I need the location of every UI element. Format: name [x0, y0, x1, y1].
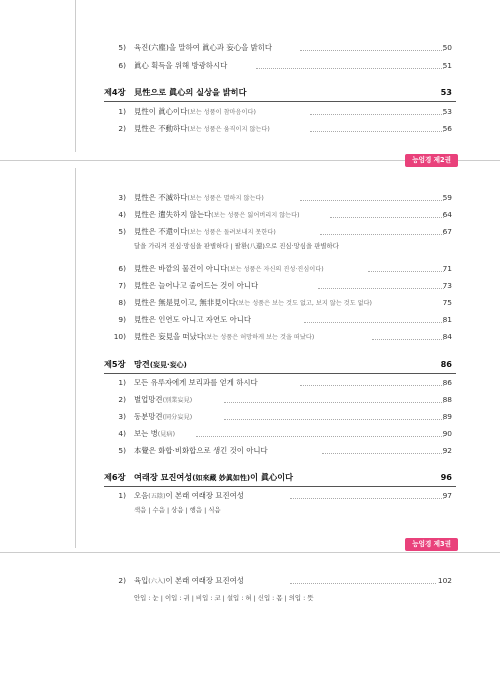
entry-title: 모든 유루자에게 보리과를 얻게 하시다 — [134, 378, 258, 387]
entry-page: 59 — [442, 193, 452, 202]
toc-entry[interactable] — [0, 261, 500, 277]
entry-page: 56 — [442, 124, 452, 133]
entry-number: 10) — [113, 332, 126, 341]
entry-page: 88 — [442, 395, 452, 404]
chapter-rule — [104, 101, 456, 102]
entry-title: 本覺은 화합·비화합으로 생긴 것이 아니다 — [134, 446, 268, 455]
leader-dots — [290, 583, 436, 584]
entry-page: 75 — [442, 298, 452, 307]
entry-number: 9) — [118, 315, 126, 324]
entry-title: 별업망견(別業妄見) — [134, 395, 193, 404]
toc-entry[interactable] — [0, 190, 500, 206]
chapter-heading[interactable] — [0, 356, 500, 372]
toc-entry[interactable] — [0, 392, 500, 408]
toc-entry[interactable] — [0, 426, 500, 442]
entry-title: 오음(五陰)이 본래 여래장 묘진여성 — [134, 491, 244, 500]
entry-title: 보는 병(見病) — [134, 429, 175, 438]
entry-title: 見性은 妄見을 떠났다(보는 성품은 허망하게 보는 것을 떠났다) — [134, 332, 315, 341]
chapter-rule — [104, 486, 456, 487]
entry-page: 50 — [442, 43, 452, 52]
volume-tag: 능엄경 제3권 — [405, 538, 458, 551]
entry-number: 5) — [118, 227, 126, 236]
chapter-page: 53 — [440, 87, 452, 97]
leader-dots — [196, 436, 444, 437]
chapter-rule — [104, 373, 456, 374]
entry-title: 見性은 인연도 아니고 자연도 아니다 — [134, 315, 251, 324]
entry-page: 73 — [442, 281, 452, 290]
chapter-number: 제4장 — [104, 87, 126, 97]
entry-number: 5) — [118, 43, 126, 52]
entry-page: 86 — [442, 378, 452, 387]
toc-entry[interactable] — [0, 121, 500, 137]
entry-number: 4) — [118, 210, 126, 219]
entry-page: 53 — [442, 107, 452, 116]
toc-entry[interactable] — [0, 224, 500, 240]
leader-dots — [304, 322, 444, 323]
entry-number: 8) — [118, 298, 126, 307]
toc-entry[interactable] — [0, 573, 500, 589]
toc-entry[interactable] — [0, 409, 500, 425]
entry-title: 見性은 不滅하다(보는 성품은 멸하지 않는다) — [134, 193, 264, 202]
toc-entry[interactable] — [0, 488, 500, 504]
entry-page: 89 — [442, 412, 452, 421]
chapter-page: 96 — [440, 472, 452, 482]
toc-entry[interactable] — [0, 278, 500, 294]
entry-title: 見性은 不動하다(보는 성품은 움직이지 않는다) — [134, 124, 270, 133]
entry-number: 6) — [118, 264, 126, 273]
entry-title: 육진(六塵)을 말하여 眞心과 妄心을 밝히다 — [134, 43, 273, 52]
leader-dots — [322, 453, 444, 454]
entry-title: 見性은 遺失하지 않는다(보는 성품은 잃어버리지 않는다) — [134, 210, 300, 219]
entry-title: 見性은 바깥의 물건이 아니다(보는 성품은 자신의 진성·진심이다) — [134, 264, 324, 273]
leader-dots — [318, 288, 444, 289]
entry-page: 92 — [442, 446, 452, 455]
leader-dots — [290, 498, 444, 499]
leader-dots — [224, 402, 444, 403]
volume-tag: 능엄경 제2권 — [405, 154, 458, 167]
entry-page: 51 — [442, 61, 452, 70]
toc-entry[interactable] — [0, 312, 500, 328]
chapter-number: 제6장 — [104, 472, 126, 482]
entry-title: 見性은 無是見이고, 無非見이다(보는 성품은 보는 것도 없고, 보지 않는 것도 없다) — [134, 298, 372, 307]
leader-dots — [300, 385, 444, 386]
leader-dots — [224, 419, 444, 420]
entry-number: 2) — [118, 395, 126, 404]
chapter-heading[interactable] — [0, 469, 500, 485]
toc-entry[interactable] — [0, 329, 500, 345]
entry-page: 81 — [442, 315, 452, 324]
leader-dots — [310, 114, 444, 115]
entry-title: 見性은 不還이다(보는 성품은 돌려보내지 못한다) — [134, 227, 276, 236]
entry-number: 4) — [118, 429, 126, 438]
chapter-number: 제5장 — [104, 359, 126, 369]
leader-dots — [330, 217, 444, 218]
entry-number: 3) — [118, 412, 126, 421]
leader-dots — [300, 200, 444, 201]
entry-number: 1) — [118, 107, 126, 116]
entry-page: 102 — [437, 576, 452, 585]
toc-entry[interactable] — [0, 207, 500, 223]
toc-entry[interactable] — [0, 375, 500, 391]
leader-dots — [300, 50, 444, 51]
toc-entry[interactable] — [0, 104, 500, 120]
entry-page: 64 — [442, 210, 452, 219]
entry-number: 5) — [118, 446, 126, 455]
toc-entry[interactable] — [0, 295, 500, 311]
entry-page: 67 — [442, 227, 452, 236]
leader-dots — [310, 131, 444, 132]
entry-title: 見性은 늘어나고 줄어드는 것이 아니다 — [134, 281, 259, 290]
entry-page: 97 — [442, 491, 452, 500]
entry-title: 眞心 획득을 위해 방광하시다 — [134, 61, 228, 70]
leader-dots — [368, 271, 444, 272]
entry-title: 동분망견(同分妄見) — [134, 412, 193, 421]
toc-entry[interactable] — [0, 443, 500, 459]
entry-number: 7) — [118, 281, 126, 290]
volume-separator — [0, 552, 500, 553]
entry-number: 2) — [118, 576, 126, 585]
chapter-title: 見性으로 眞心의 실상을 밝히다 — [134, 87, 247, 97]
toc-entry[interactable] — [0, 58, 500, 74]
leader-dots — [256, 68, 444, 69]
chapter-title: 여래장 묘진여성(如來藏 妙眞如性)이 眞心이다 — [134, 472, 294, 482]
leader-dots — [372, 339, 444, 340]
toc-entry[interactable] — [0, 40, 500, 56]
entry-title: 육입(六入)이 본래 여래장 묘진여성 — [134, 576, 244, 585]
entry-number: 1) — [118, 491, 126, 500]
chapter-title: 망견(妄見·妄心) — [134, 359, 187, 369]
entry-subtopics: 달을 가리켜 진심·망심을 판별하다 | 팔환(八還)으로 진심·망심을 판별하다 — [134, 242, 339, 250]
chapter-page: 86 — [440, 359, 452, 369]
entry-number: 2) — [118, 124, 126, 133]
entry-page: 84 — [442, 332, 452, 341]
entry-subtopics: 안입 : 눈 | 이입 : 귀 | 비입 : 코 | 설입 : 혀 | 신입 : 몸 | 의입 : 뜻 — [134, 594, 314, 602]
entry-title: 見性이 眞心이다(보는 성품이 참마음이다) — [134, 107, 256, 116]
entry-number: 3) — [118, 193, 126, 202]
entry-subtopics: 색음 | 수음 | 상음 | 행음 | 식음 — [134, 506, 221, 514]
chapter-heading[interactable] — [0, 84, 500, 100]
leader-dots — [320, 234, 444, 235]
entry-number: 6) — [118, 61, 126, 70]
entry-page: 71 — [442, 264, 452, 273]
entry-page: 90 — [442, 429, 452, 438]
entry-number: 1) — [118, 378, 126, 387]
